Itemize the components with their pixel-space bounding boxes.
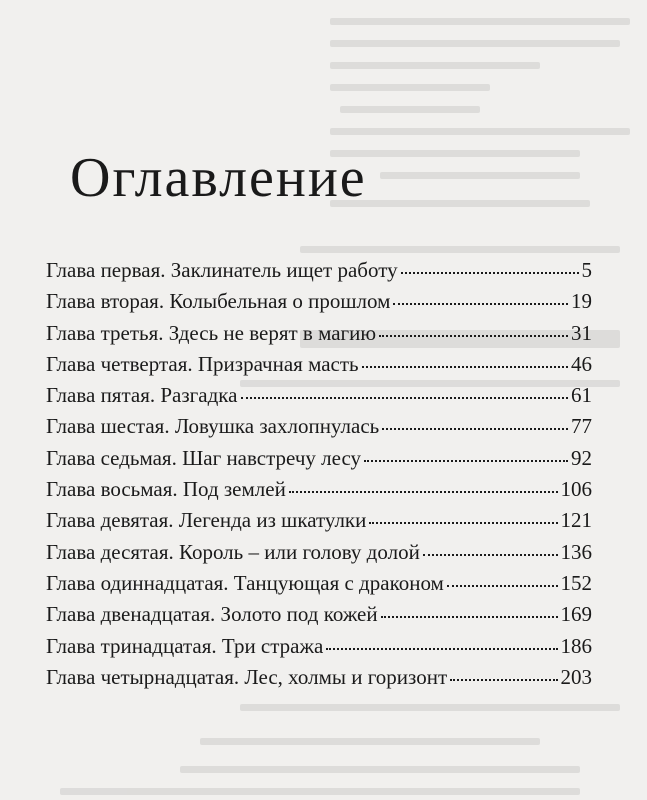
dot-leader [326, 648, 557, 650]
toc-entry [46, 665, 592, 696]
dot-leader [369, 522, 557, 524]
toc-entry [46, 508, 592, 539]
table-of-contents [46, 258, 592, 696]
toc-entry [46, 414, 592, 445]
dot-leader [379, 335, 568, 337]
toc-entry-page-number: 77 [571, 414, 592, 439]
toc-entry-title: Глава четвертая. Призрачная масть [46, 351, 359, 376]
dot-leader [364, 460, 568, 462]
toc-entry-title: Глава восьмая. Под землей [46, 477, 286, 502]
dot-leader [382, 428, 568, 430]
toc-entry-title: Глава седьмая. Шаг навстречу лесу [46, 445, 362, 470]
toc-entry-title: Глава третья. Здесь не верят в магию [46, 320, 377, 345]
toc-entry [46, 446, 592, 477]
dot-leader [241, 397, 568, 399]
toc-entry-page-number: 31 [571, 320, 592, 345]
toc-entry [46, 602, 592, 633]
toc-entry-page-number: 169 [560, 602, 592, 627]
toc-entry-title: Глава одиннадцатая. Танцующая с драконом [46, 570, 444, 595]
toc-entry [46, 571, 592, 602]
toc-entry-title: Глава вторая. Колыбельная о прошлом [46, 289, 391, 314]
toc-entry-title: Глава пятая. Разгадка [46, 383, 238, 408]
dot-leader [289, 491, 558, 493]
toc-entry [46, 540, 592, 571]
toc-entry-page-number: 152 [560, 570, 592, 595]
toc-entry-title: Глава четырнадцатая. Лес, холмы и горизонт [46, 664, 448, 689]
toc-entry-page-number: 5 [581, 258, 592, 282]
toc-entry-page-number: 186 [560, 633, 592, 658]
dot-leader [401, 272, 579, 274]
toc-entry [46, 383, 592, 414]
toc-entry [46, 289, 592, 320]
toc-entry [46, 634, 592, 665]
toc-entry [46, 352, 592, 383]
dot-leader [423, 554, 558, 556]
toc-entry-title: Глава десятая. Король – или голову долой [46, 539, 420, 564]
toc-entry-page-number: 61 [571, 383, 592, 408]
toc-entry-page-number: 203 [560, 664, 592, 689]
toc-entry [46, 477, 592, 508]
toc-entry-page-number: 46 [571, 351, 592, 376]
toc-entry [46, 321, 592, 352]
dot-leader [450, 679, 557, 681]
toc-entry-title: Глава двенадцатая. Золото под кожей [46, 602, 378, 627]
toc-entry-title: Глава девятая. Легенда из шкатулки [46, 508, 367, 533]
dot-leader [393, 303, 568, 305]
toc-entry-page-number: 19 [571, 289, 592, 314]
toc-entry-title: Глава шестая. Ловушка захлопнулась [46, 414, 380, 439]
toc-entry [46, 258, 592, 289]
dot-leader [381, 616, 558, 618]
toc-entry-page-number: 121 [560, 508, 592, 533]
toc-entry-page-number: 136 [560, 539, 592, 564]
toc-entry-title: Глава тринадцатая. Три стража [46, 633, 324, 658]
dot-leader [362, 366, 568, 368]
page-title: Оглавление [70, 147, 367, 209]
toc-entry-page-number: 92 [571, 445, 592, 470]
dot-leader [447, 585, 558, 587]
toc-entry-page-number: 106 [560, 477, 592, 502]
toc-entry-title: Глава первая. Заклинатель ищет работу [46, 258, 398, 282]
